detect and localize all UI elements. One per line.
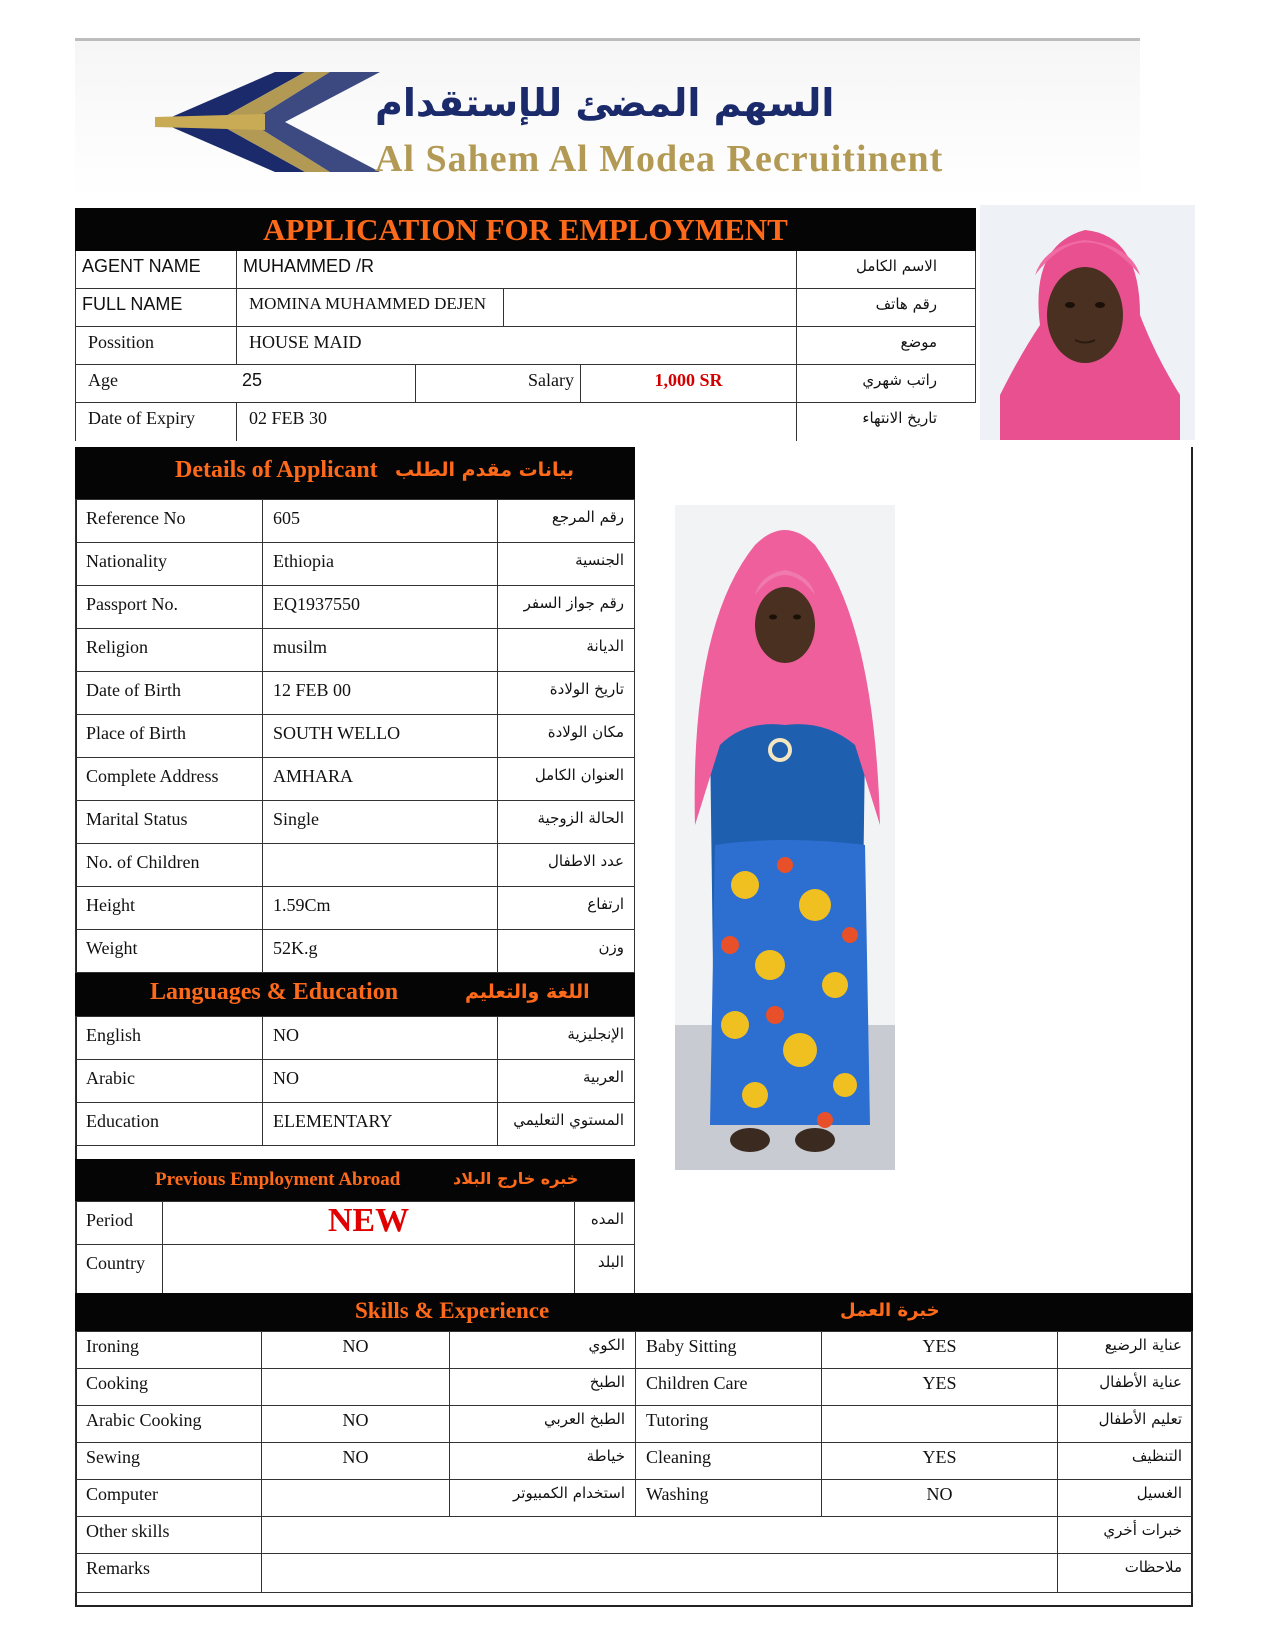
details-value: Ethiopia <box>263 543 498 586</box>
country-label: Country <box>76 1245 163 1295</box>
details-label-ar: العنوان الكامل <box>498 758 635 801</box>
skill-label-2: Cleaning <box>636 1443 822 1480</box>
language-value: ELEMENTARY <box>263 1103 498 1146</box>
details-row <box>76 930 635 973</box>
languages-heading-en: Languages & Education <box>150 979 399 1005</box>
country-value <box>162 1245 574 1295</box>
details-label-ar: مكان الولادة <box>498 715 635 758</box>
details-row <box>76 887 635 930</box>
skill-value: NO <box>262 1443 450 1480</box>
details-label: Nationality <box>76 543 263 586</box>
details-label: Complete Address <box>76 758 263 801</box>
language-label-ar: المستوي التعليمي <box>498 1103 635 1146</box>
language-label: Education <box>76 1103 263 1146</box>
expiry-label: Date of Expiry <box>88 408 195 428</box>
details-label: No. of Children <box>76 844 263 887</box>
form-title: APPLICATION FOR EMPLOYMENT <box>75 208 976 251</box>
details-value: 52K.g <box>263 930 498 973</box>
details-value: musilm <box>263 629 498 672</box>
skill-label-ar-2: التنظيف <box>1058 1443 1193 1480</box>
skill-label: Cooking <box>76 1369 262 1406</box>
details-heading-en: Details of Applicant <box>175 457 378 483</box>
details-label: Weight <box>76 930 263 973</box>
salary-label: Salary <box>511 365 581 403</box>
details-label-ar: ارتفاع <box>498 887 635 930</box>
details-label: Reference No <box>76 500 263 543</box>
other-skills-label: Other skills <box>76 1517 262 1554</box>
details-value: AMHARA <box>263 758 498 801</box>
other-skills-row <box>76 1517 1193 1554</box>
details-row <box>76 758 635 801</box>
other-skills-label-ar: خبرات أخري <box>1058 1517 1193 1554</box>
details-label-ar: الديانة <box>498 629 635 672</box>
other-skills-value <box>262 1517 1058 1554</box>
remarks-label: Remarks <box>76 1554 262 1593</box>
arrow-logo-icon <box>155 67 385 177</box>
period-label: Period <box>76 1202 163 1245</box>
language-label: Arabic <box>76 1060 263 1103</box>
age-value: 25 <box>236 365 416 403</box>
details-value: EQ1937550 <box>263 586 498 629</box>
details-value: 12 FEB 00 <box>263 672 498 715</box>
details-label: Date of Birth <box>76 672 263 715</box>
languages-heading <box>75 973 635 1016</box>
logo-english-name: Al Sahem Al Modea Recruitinent <box>375 138 944 180</box>
skill-value <box>262 1480 450 1517</box>
skill-value: NO <box>262 1406 450 1443</box>
details-value: Single <box>263 801 498 844</box>
skill-label: Computer <box>76 1480 262 1517</box>
skill-value: NO <box>262 1332 450 1369</box>
full-name-label: FULL NAME <box>82 294 183 314</box>
full-name-label-ar: رقم هاتف <box>796 289 977 327</box>
skill-label-ar: الطبخ <box>450 1369 636 1406</box>
languages-heading-ar: اللغة والتعليم <box>465 981 590 1003</box>
expiry-value: 02 FEB 30 <box>236 403 796 441</box>
details-table <box>75 499 635 973</box>
details-label-ar: الجنسية <box>498 543 635 586</box>
language-value: NO <box>263 1017 498 1060</box>
agent-value: MUHAMMED /R <box>236 251 796 289</box>
language-label: English <box>76 1017 263 1060</box>
company-logo-banner <box>75 38 1140 198</box>
skills-heading-en: Skills & Experience <box>355 1298 550 1323</box>
details-value: 605 <box>263 500 498 543</box>
position-label: Possition <box>88 332 155 352</box>
details-row <box>76 629 635 672</box>
skill-label-2: Baby Sitting <box>636 1332 822 1369</box>
skill-label: Ironing <box>76 1332 262 1369</box>
agent-label-ar: الاسم الكامل <box>796 251 977 289</box>
skill-label-ar: الطبخ العربي <box>450 1406 636 1443</box>
details-row <box>76 500 635 543</box>
skill-label-ar-2: الغسيل <box>1058 1480 1193 1517</box>
details-label: Place of Birth <box>76 715 263 758</box>
details-value: SOUTH WELLO <box>263 715 498 758</box>
details-label-ar: تاريخ الولادة <box>498 672 635 715</box>
salary-label-ar: راتب شهري <box>796 365 977 403</box>
skill-label-ar: استخدام الكمبيوتر <box>450 1480 636 1517</box>
skills-heading <box>75 1293 1193 1331</box>
expiry-label-ar: تاريخ الانتهاء <box>796 403 977 441</box>
details-label-ar: الحالة الزوجية <box>498 801 635 844</box>
position-value: HOUSE MAID <box>236 327 796 365</box>
details-label-ar: رقم جواز السفر <box>498 586 635 629</box>
previous-employment-heading <box>75 1159 635 1201</box>
position-label-ar: موضع <box>796 327 977 365</box>
skills-row <box>76 1406 1193 1443</box>
details-row <box>76 844 635 887</box>
period-value: NEW <box>162 1202 574 1245</box>
skill-label-ar: خياطة <box>450 1443 636 1480</box>
previous-heading-ar: خبره خارج البلاد <box>453 1169 579 1188</box>
logo-arabic-name: السهم المضئ للإستقدام <box>375 81 835 125</box>
skill-label-2: Children Care <box>636 1369 822 1406</box>
skill-value <box>262 1369 450 1406</box>
previous-employment-table <box>75 1201 635 1295</box>
language-label-ar: الإنجليزية <box>498 1017 635 1060</box>
position-row <box>75 327 976 365</box>
details-row <box>76 715 635 758</box>
details-label-ar: عدد الاطفال <box>498 844 635 887</box>
skill-label-ar-2: عناية الأطفال <box>1058 1369 1193 1406</box>
details-row <box>76 543 635 586</box>
skill-value-2: YES <box>822 1443 1058 1480</box>
skills-row <box>76 1332 1193 1369</box>
remarks-value <box>262 1554 1058 1593</box>
skill-label-2: Tutoring <box>636 1406 822 1443</box>
skills-heading-ar: خبرة العمل <box>840 1300 940 1321</box>
skill-value-2 <box>822 1406 1058 1443</box>
skill-value-2: NO <box>822 1480 1058 1517</box>
skills-row <box>76 1443 1193 1480</box>
skills-row <box>76 1480 1193 1517</box>
details-label-ar: رقم المرجع <box>498 500 635 543</box>
skills-table <box>75 1331 1193 1593</box>
full-name-value: MOMINA MUHAMMED DEJEN <box>236 289 504 327</box>
skill-label-ar-2: تعليم الأطفال <box>1058 1406 1193 1443</box>
skill-value-2: YES <box>822 1332 1058 1369</box>
period-label-ar: المده <box>575 1202 635 1245</box>
details-label: Height <box>76 887 263 930</box>
details-value: 1.59Cm <box>263 887 498 930</box>
details-label: Marital Status <box>76 801 263 844</box>
details-row <box>76 801 635 844</box>
full-name-row <box>75 289 976 327</box>
details-label: Passport No. <box>76 586 263 629</box>
age-label: Age <box>88 370 118 390</box>
agent-label: AGENT NAME <box>82 256 201 276</box>
language-row <box>76 1060 635 1103</box>
language-label-ar: العربية <box>498 1060 635 1103</box>
skill-label: Sewing <box>76 1443 262 1480</box>
skill-label-2: Washing <box>636 1480 822 1517</box>
language-row <box>76 1017 635 1060</box>
languages-table <box>75 1016 635 1146</box>
skill-label: Arabic Cooking <box>76 1406 262 1443</box>
remarks-row <box>76 1554 1193 1593</box>
skills-row <box>76 1369 1193 1406</box>
agent-row <box>75 251 976 289</box>
skill-label-ar-2: عناية الرضيع <box>1058 1332 1193 1369</box>
language-row <box>76 1103 635 1146</box>
details-value <box>263 844 498 887</box>
details-heading <box>75 447 635 499</box>
salary-value: 1,000 SR <box>654 370 723 390</box>
details-heading-ar: بيانات مقدم الطلب <box>395 459 574 481</box>
applicant-full-body-photo <box>675 505 895 1170</box>
previous-heading-en: Previous Employment Abroad <box>155 1169 401 1190</box>
skill-value-2: YES <box>822 1369 1058 1406</box>
details-row <box>76 586 635 629</box>
details-row <box>76 672 635 715</box>
skill-label-ar: الكوي <box>450 1332 636 1369</box>
details-label: Religion <box>76 629 263 672</box>
applicant-portrait-photo <box>980 205 1195 440</box>
country-label-ar: البلد <box>575 1245 635 1295</box>
language-value: NO <box>263 1060 498 1103</box>
expiry-row <box>75 403 976 441</box>
age-salary-row <box>75 365 976 403</box>
remarks-label-ar: ملاحظات <box>1058 1554 1193 1593</box>
details-label-ar: وزن <box>498 930 635 973</box>
